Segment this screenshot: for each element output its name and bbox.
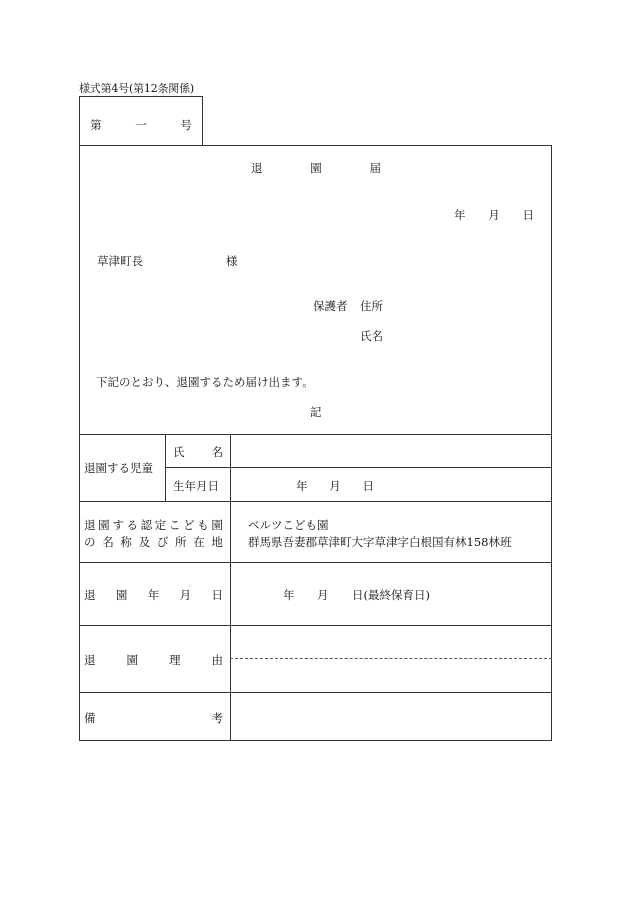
- date-day-unit: 日: [522, 208, 534, 222]
- reason-label: [84, 652, 223, 668]
- guardian-name-label: 氏名: [360, 329, 383, 343]
- birth-day-unit: 日: [362, 479, 374, 493]
- child-birth-label: 生年月日: [173, 479, 219, 493]
- label-char: 退: [84, 588, 96, 602]
- label-char: 園: [126, 653, 138, 667]
- label-char: 園: [211, 518, 223, 532]
- label-char: 考: [211, 711, 223, 725]
- exit-date-label: [84, 587, 223, 603]
- label-char: る: [126, 518, 138, 532]
- label-char: 年: [147, 588, 160, 602]
- label-char: 所: [175, 535, 187, 549]
- date-year-unit: 年: [454, 208, 466, 222]
- child-name-label: [173, 444, 223, 460]
- guardian-address-label: 住所: [360, 299, 383, 313]
- form-number-label: 様式第4号(第12条関係): [79, 82, 194, 95]
- label-char: こ: [168, 518, 181, 532]
- facility-name: ベルツこども園: [248, 518, 329, 532]
- label-char: 認: [140, 518, 153, 532]
- title-char: 園: [310, 161, 322, 175]
- label-char: 名: [102, 535, 114, 549]
- label-char: の: [84, 535, 96, 549]
- label-char: 日: [211, 588, 223, 602]
- birth-month-unit: 月: [329, 479, 341, 493]
- label-char: 名: [211, 445, 223, 459]
- date-month-unit: 月: [488, 208, 500, 222]
- label-char: び: [156, 535, 169, 549]
- document-number-text: 第 一 号: [90, 118, 192, 132]
- birth-year-unit: 年: [296, 479, 308, 493]
- label-char: 氏: [173, 445, 185, 459]
- facility-label-line-2: [84, 534, 223, 550]
- exit-date-year-unit: 年: [283, 588, 295, 602]
- label-char: ど: [183, 518, 195, 532]
- label-char: も: [197, 518, 209, 532]
- facility-label-line-1: [84, 517, 223, 533]
- title-char: 届: [369, 161, 381, 175]
- label-char: 定: [154, 518, 167, 532]
- label-char: 退: [84, 518, 96, 532]
- label-char: 地: [211, 535, 223, 549]
- ki-label: 記: [310, 405, 322, 419]
- addressee-honorific: 様: [226, 254, 238, 268]
- label-char: 園: [98, 518, 110, 532]
- title-char: 退: [251, 161, 263, 175]
- label-char: す: [112, 518, 124, 532]
- label-char: 及: [138, 535, 151, 549]
- addressee: 草津町長: [97, 254, 143, 268]
- label-char: 退: [84, 653, 96, 667]
- statement-text: 下記のとおり、退園するため届け出ます。: [96, 375, 314, 389]
- submission-date: [454, 207, 534, 223]
- child-label: 退園する児童: [84, 461, 153, 475]
- exit-date-day-unit: 日(最終保育日): [352, 588, 430, 602]
- exit-date-month-unit: 月: [317, 588, 329, 602]
- form-title: [251, 160, 381, 176]
- guardian-label: 保護者: [313, 299, 348, 313]
- label-char: 園: [115, 588, 128, 602]
- label-char: 理: [169, 653, 181, 667]
- label-char: 称: [120, 535, 132, 549]
- child-birth-date: [296, 478, 374, 494]
- facility-address: 群馬県吾妻郡草津町大字草津字白根国有林158林班: [248, 535, 512, 549]
- label-char: 備: [84, 711, 96, 725]
- label-char: 由: [211, 653, 223, 667]
- label-char: 在: [193, 535, 205, 549]
- label-char: 月: [179, 588, 192, 602]
- remarks-label: [84, 710, 223, 726]
